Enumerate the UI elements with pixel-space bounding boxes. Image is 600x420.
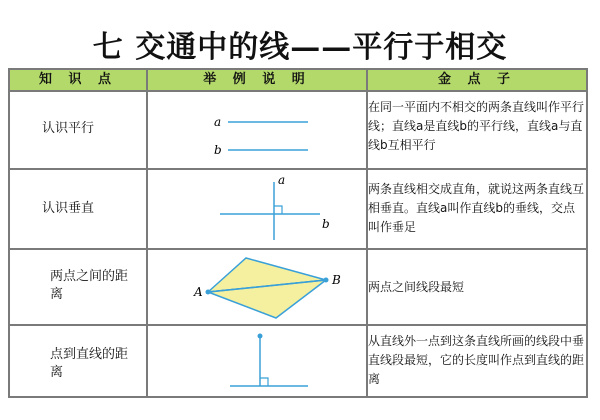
tip-parallel: 在同一平面内不相交的两条直线叫作平行线；直线a是直线b的平行线，直线a与直线b互相平行 [368, 100, 585, 152]
diagram-parallel [148, 92, 366, 168]
row-label-perpendicular: 认识垂直 [42, 201, 95, 216]
row-label-two-point-distance: 两点之间的距离 [50, 269, 129, 302]
parallel-lines-figure [148, 92, 366, 168]
label-A: A [194, 285, 203, 299]
diagram-point-to-line [148, 326, 366, 396]
right-angle-mark [274, 206, 282, 214]
header-golden-tips: 金 点 子 [437, 72, 517, 87]
label-b: b [214, 143, 222, 157]
two-points-figure [148, 250, 366, 324]
diagram-two-points [148, 250, 366, 324]
label-b: b [322, 217, 330, 231]
row-label-parallel: 认识平行 [42, 121, 95, 136]
row-label-point-to-line: 点到直线的距离 [50, 347, 129, 380]
page-title: 七 交通中的线——平行于相交 [92, 30, 508, 65]
label-a: a [278, 173, 286, 187]
knowledge-table [8, 68, 588, 398]
table-header [10, 70, 586, 92]
perpendicular-lines-figure [148, 170, 366, 248]
label-B: B [332, 273, 341, 287]
point-b [324, 278, 329, 283]
tip-point-to-line: 从直线外一点到这条直线所画的线段中垂直线段最短，它的长度叫作点到直线的距离 [368, 334, 585, 386]
header-knowledge-point: 知 识 点 [38, 72, 118, 87]
tip-two-point-distance: 两点之间线段最短 [368, 280, 465, 294]
diagram-perpendicular [148, 170, 366, 248]
right-angle-mark [260, 378, 268, 386]
header-examples: 举 例 说 明 [203, 72, 311, 87]
tip-perpendicular: 两条直线相交成直角，就说这两条直线互相垂直。直线a叫作直线b的垂线，交点叫作垂足 [368, 182, 585, 234]
point-a [206, 290, 211, 295]
label-a: a [214, 115, 222, 129]
point-to-line-figure [148, 326, 366, 396]
